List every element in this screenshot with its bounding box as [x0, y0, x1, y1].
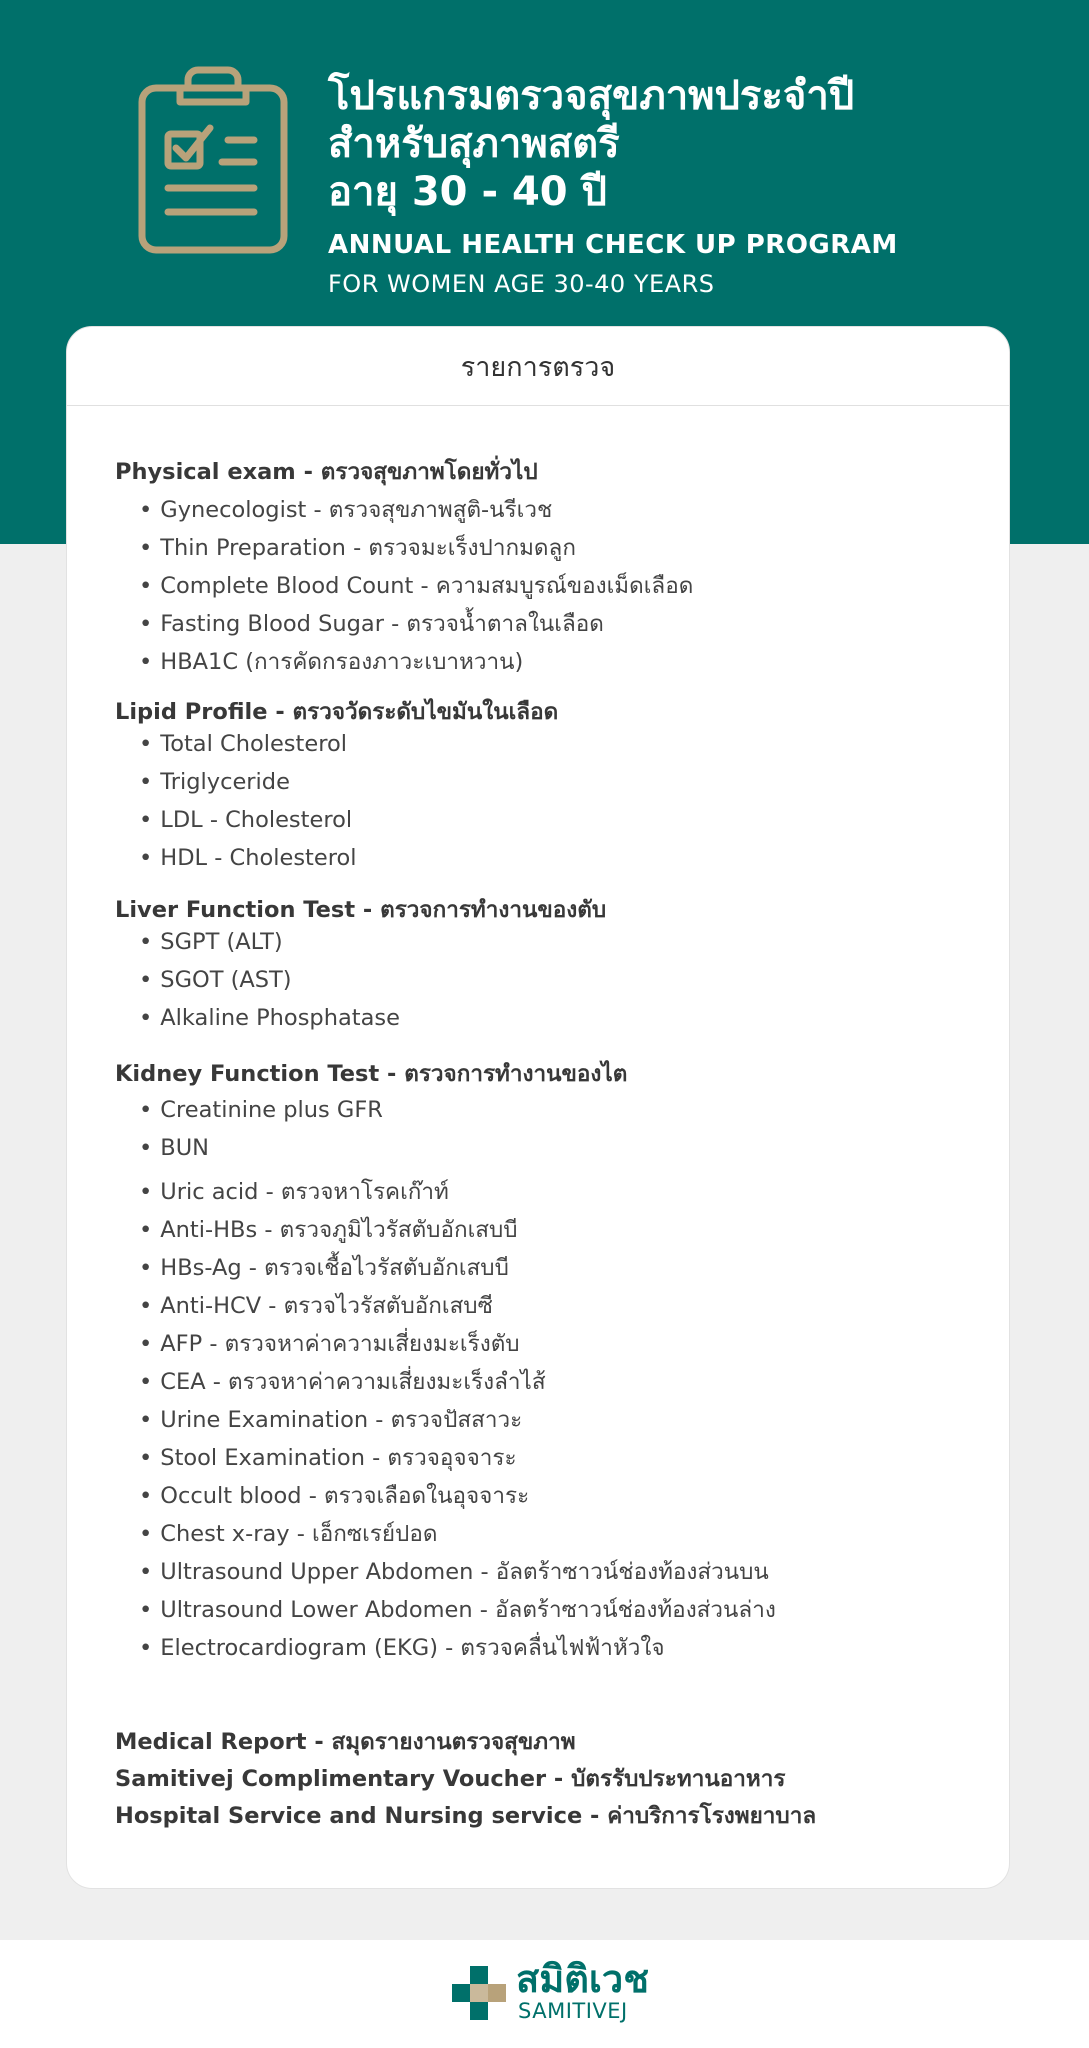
logo-thai-text: สมิติเวช [516, 1957, 650, 2001]
section-heading: Lipid Profile - ตรวจวัดระดับไขมันในเลือด [115, 699, 559, 725]
logo-english-text: SAMITIVEJ [518, 1999, 628, 2023]
section-heading: Physical exam - ตรวจสุขภาพโดยทั่วไป [115, 459, 538, 485]
extra-service-item: Samitivej Complimentary Voucher - บัตรรับประทานอาหาร [115, 1766, 786, 1792]
list-item: • HDL - Cholesterol [139, 845, 357, 871]
list-item: • Ultrasound Lower Abdomen - อัลตร้าซาวน์ช่องท้องส่วนล่าง [139, 1597, 776, 1623]
list-item: • Occult blood - ตรวจเลือดในอุจจาระ [139, 1483, 530, 1509]
list-item: • Total Cholesterol [139, 731, 347, 757]
list-item: • Urine Examination - ตรวจปัสสาวะ [139, 1407, 523, 1433]
clipboard-checklist-icon [138, 64, 288, 254]
card-title: รายการตรวจ [67, 327, 1009, 406]
section-heading: Liver Function Test - ตรวจการทำงานของตับ [115, 897, 607, 923]
samitivej-cross-icon [452, 1966, 506, 2020]
list-item: • Stool Examination - ตรวจอุจจาระ [139, 1445, 517, 1471]
title-english: ANNUAL HEALTH CHECK UP PROGRAM [328, 230, 898, 260]
list-item: • AFP - ตรวจหาค่าความเสี่ยงมะเร็งตับ [139, 1331, 520, 1357]
list-item: • Anti-HBs - ตรวจภูมิไวรัสตับอักเสบบี [139, 1217, 518, 1243]
list-item: • Thin Preparation - ตรวจมะเร็งปากมดลูก [139, 535, 576, 561]
list-item: • Complete Blood Count - ความสมบูรณ์ของเม็ดเลือด [139, 573, 694, 599]
list-item: • Fasting Blood Sugar - ตรวจน้ำตาลในเลือด [139, 611, 604, 637]
list-item: • Triglyceride [139, 769, 290, 795]
title-block [328, 72, 898, 300]
list-item: • SGOT (AST) [139, 967, 292, 993]
list-item: • BUN [139, 1135, 210, 1161]
list-item: • HBA1C (การคัดกรองภาวะเบาหวาน) [139, 649, 524, 675]
checkup-list-card [66, 326, 1010, 1889]
list-item: • Gynecologist - ตรวจสุขภาพสูติ-นรีเวช [139, 497, 553, 523]
list-item: • Electrocardiogram (EKG) - ตรวจคลื่นไฟฟ้าหัวใจ [139, 1635, 665, 1661]
section-heading: Kidney Function Test - ตรวจการทำงานของไต [115, 1061, 628, 1087]
list-item: • Ultrasound Upper Abdomen - อัลตร้าซาวน์ช่องท้องส่วนบน [139, 1559, 769, 1585]
list-item: • Uric acid - ตรวจหาโรคเก๊าท์ [139, 1179, 449, 1205]
extra-service-item: Medical Report - สมุดรายงานตรวจสุขภาพ [115, 1729, 576, 1755]
title-thai-line-1: โปรแกรมตรวจสุขภาพประจำปี [328, 73, 855, 119]
list-item: • Creatinine plus GFR [139, 1097, 383, 1123]
list-item: • SGPT (ALT) [139, 929, 283, 955]
list-item: • Chest x-ray - เอ็กซเรย์ปอด [139, 1521, 438, 1547]
title-thai-line-3: อายุ 30 - 40 ปี [328, 169, 607, 215]
list-item: • LDL - Cholesterol [139, 807, 353, 833]
title-thai-line-2: สำหรับสุภาพสตรี [328, 121, 620, 167]
list-item: • HBs-Ag - ตรวจเชื้อไวรัสตับอักเสบบี [139, 1255, 509, 1281]
extra-service-item: Hospital Service and Nursing service - ค่าบริการโรงพยาบาล [115, 1803, 817, 1829]
list-item: • Alkaline Phosphatase [139, 1005, 400, 1031]
list-item: • CEA - ตรวจหาค่าความเสี่ยงมะเร็งลำไส้ [139, 1369, 546, 1395]
subtitle-english: FOR WOMEN AGE 30-40 YEARS [328, 270, 715, 298]
list-item: • Anti-HCV - ตรวจไวรัสตับอักเสบซี [139, 1293, 493, 1319]
